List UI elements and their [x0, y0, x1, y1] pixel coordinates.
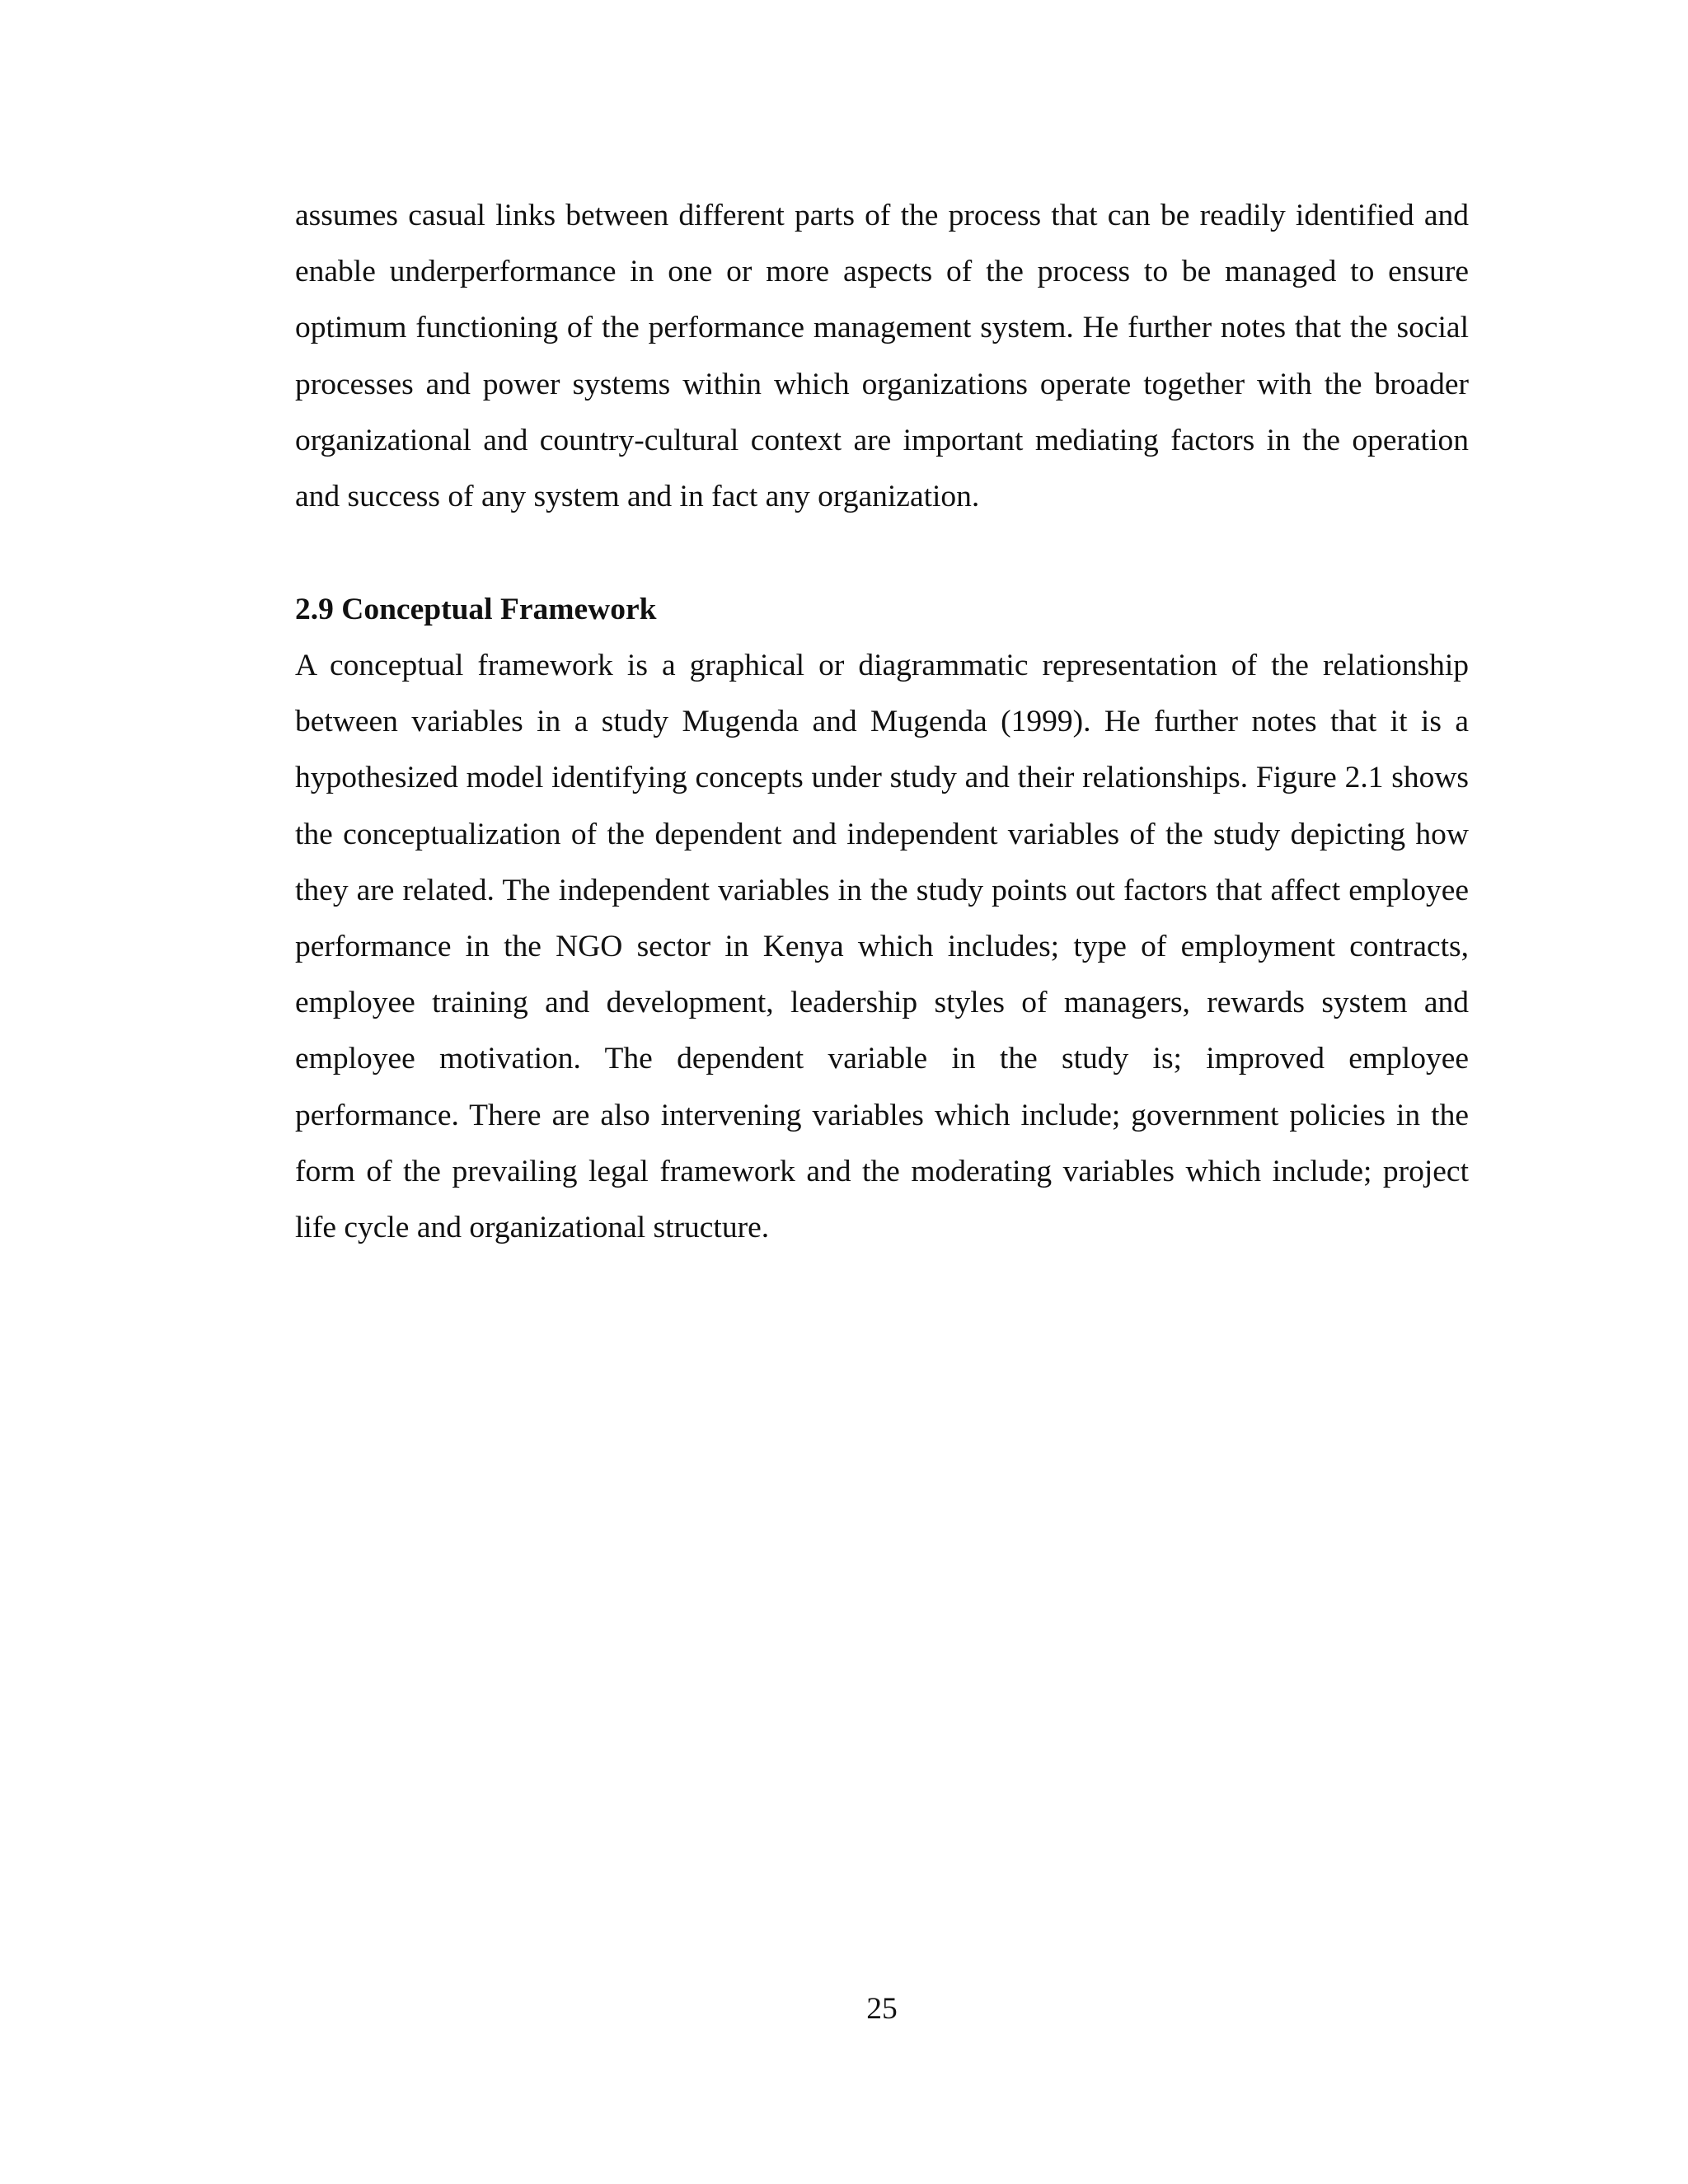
section-heading: 2.9 Conceptual Framework: [295, 593, 657, 626]
page-number: 25: [866, 1992, 898, 2026]
body-paragraph-2: A conceptual framework is a graphical or diagrammatic representation of the relationship between variables in a study Mugenda and Mugenda (1999). He further notes that it is a hypothesized model identifying concepts under study and their relationships. Figure 2.1 shows the conceptualization of the dependent and independent variables of the study depicting how they are related. The independent variables in the study points out factors that affect employee performance in the NGO sector in Kenya which includes; type of employment contracts, employee training and development, leadership styles of managers, rewards system and employee motivation. The dependent variable in the study is; improved employee performance. There are also intervening variables which include; government policies in the form of the prevailing legal framework and the moderating variables which include; project life cycle and organizational structure.: [295, 649, 1469, 1245]
body-paragraph-1: assumes casual links between different parts of the process that can be readily identified and enable underperformance in one or more aspects of the process to be managed to ensure optimum functioning of the performance management system. He further notes that the social processes and power systems within which organizations operate together with the broader organizational and country-cultural context are important mediating factors in the operation and success of any system and in fact any organization.: [295, 199, 1469, 514]
